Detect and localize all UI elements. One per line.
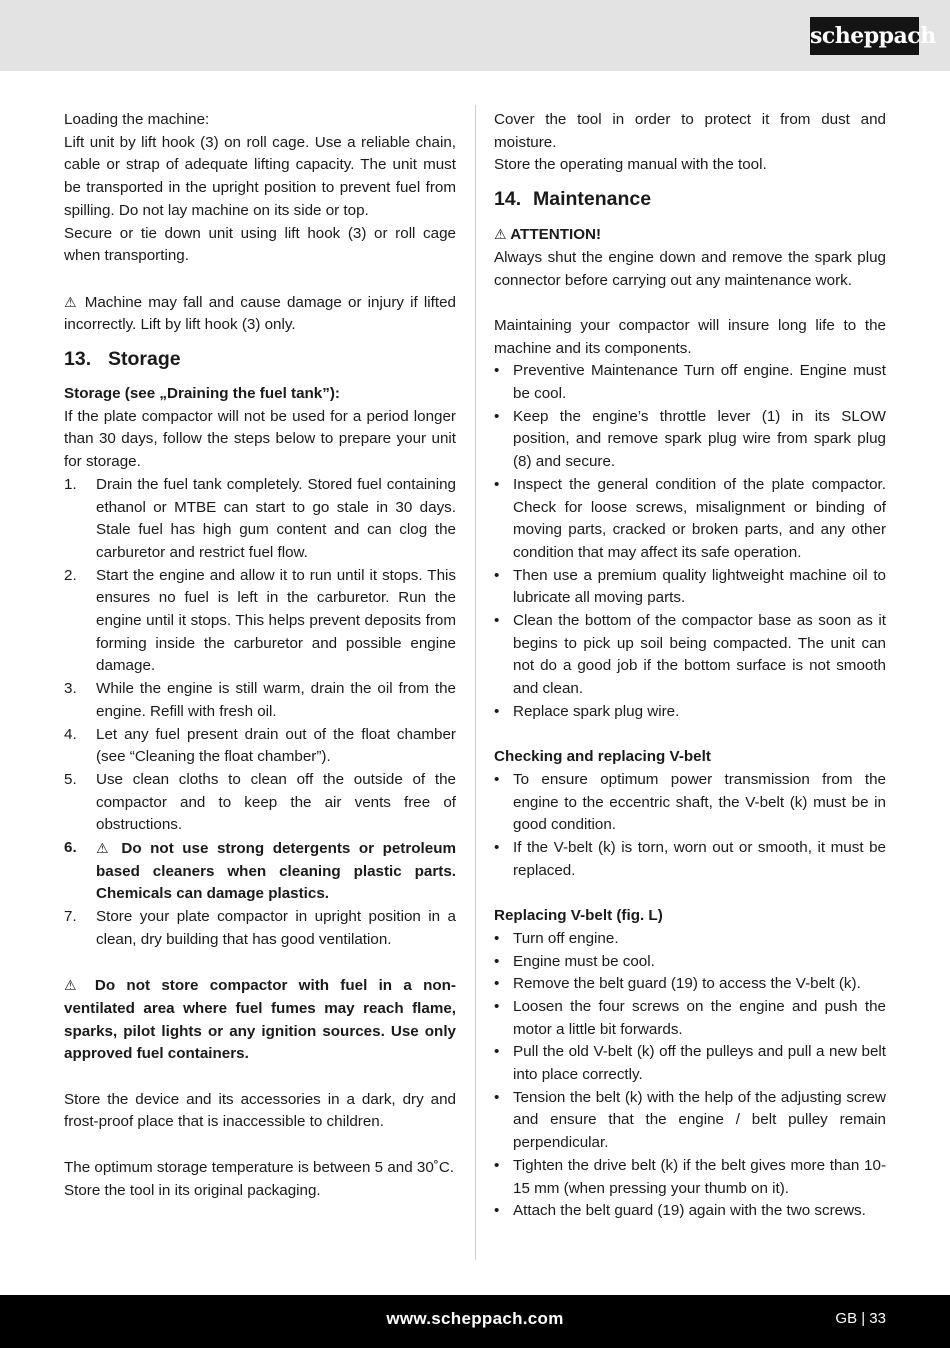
lift-warning bbox=[64, 291, 456, 337]
list-item: • If the V-belt (k) is torn, worn out or smooth, it must be replaced. bbox=[494, 837, 886, 882]
list-item: • Replace spark plug wire. bbox=[494, 701, 886, 724]
storage-heading bbox=[64, 337, 456, 383]
maintenance-section-number: 14. bbox=[494, 188, 522, 211]
lift-warning-text: Machine may fall and cause damage or injury if lifted incorrectly. Lift by lift hook (3) only. bbox=[64, 293, 456, 334]
securing-text: Secure or tie down unit using lift hook (3) or roll cage when transporting. bbox=[64, 224, 456, 265]
attention-text-label: ATTENTION! bbox=[510, 226, 602, 244]
list-item: • Then use a premium quality lightweight machine oil to lubricate all moving parts. bbox=[494, 565, 886, 610]
list-item: • Turn off engine. bbox=[494, 928, 886, 951]
cover-text: Cover the tool in order to protect it from dust and moisture. bbox=[494, 111, 886, 151]
list-item: • Remove the belt guard (19) to access the V-belt (k). bbox=[494, 973, 886, 996]
list-item: • Preventive Maintenance Turn off engine. Engine must be cool. bbox=[494, 360, 886, 405]
maintenance-heading bbox=[494, 177, 886, 223]
list-item: • Loosen the four screws on the engine and push the motor a little bit forwards. bbox=[494, 996, 886, 1041]
storage-step: 2. Start the engine and allow it to run until it stops. This ensures no fuel is left in the carburetor. Run the engine until it stops. This helps prevent deposits from forming inside the carburetor and possible engine damage. bbox=[64, 566, 456, 675]
warning-icon: ⚠ bbox=[96, 840, 113, 857]
storage-intro: If the plate compactor will not be used for a period longer than 30 days, follow the steps below to prepare your unit for storage. bbox=[64, 407, 456, 471]
attention-text: Always shut the engine down and remove the spark plug connector before carrying out any maintenance work. bbox=[494, 248, 886, 289]
page-footer bbox=[0, 1295, 950, 1348]
warning-icon: ⚠ bbox=[64, 293, 79, 310]
storage-step: 3. While the engine is still warm, drain the oil from the engine. Refill with fresh oil. bbox=[64, 680, 456, 720]
left-column bbox=[64, 109, 456, 1202]
website-link[interactable]: www.scheppach.com bbox=[386, 1309, 564, 1328]
list-item: • Attach the belt guard (19) again with the two screws. bbox=[494, 1200, 886, 1223]
storage-temp-text: The optimum storage temperature is between 5 and 30˚C. bbox=[64, 1158, 455, 1176]
storage-subheading: Storage (see „Draining the fuel tank”): bbox=[64, 385, 340, 403]
fuel-storage-warning bbox=[64, 974, 456, 1066]
loading-heading: Loading the machine: bbox=[64, 111, 210, 128]
right-column bbox=[494, 109, 886, 1223]
list-item: • Clean the bottom of the compactor base as soon as it begins to pick up soil being compacted. The unit can not do a good job if the bottom surface is not smooth and clean. bbox=[494, 610, 886, 701]
list-item: • To ensure optimum power transmission from the engine to the eccentric shaft, the V-belt (k) must be in good condition. bbox=[494, 769, 886, 837]
list-item: • Inspect the general condition of the plate compactor. Check for loose screws, misalignment or binding of moving parts, cracked or broken parts, and any other condition that may affect its safe operation. bbox=[494, 474, 886, 565]
list-item: • Pull the old V-belt (k) off the pulleys and pull a new belt into place correctly. bbox=[494, 1041, 886, 1086]
vbelt-check-heading: Checking and replacing V-belt bbox=[494, 748, 711, 766]
loading-text: Lift unit by lift hook (3) on roll cage. Use a reliable chain, cable or strap of adequate lifting capacity. The unit must be transported in the upright position to prevent fuel from spilling. Do not lay machine on its side or top. bbox=[64, 133, 456, 219]
brand-logo: scheppach bbox=[810, 17, 919, 55]
vbelt-replace-heading: Replacing V-belt (fig. L) bbox=[494, 907, 663, 925]
list-item: • Keep the engine’s throttle lever (1) in its SLOW position, and remove spark plug wire from spark plug (8) and secure. bbox=[494, 406, 886, 474]
list-item: • Tension the belt (k) with the help of the adjusting screw and ensure that the engine / belt pulley remain perpendicular. bbox=[494, 1087, 886, 1155]
attention-label bbox=[494, 223, 886, 247]
maintenance-section-title: Maintenance bbox=[533, 188, 652, 211]
warning-icon: ⚠ bbox=[494, 226, 507, 243]
storage-section-title: Storage bbox=[108, 348, 181, 371]
storage-packaging-text: Store the tool in its original packaging. bbox=[64, 1181, 321, 1199]
page-header bbox=[0, 0, 950, 71]
storage-place-text: Store the device and its accessories in a dark, dry and frost-proof place that is inaccessible to children. bbox=[64, 1090, 456, 1131]
page-number: GB | 33 bbox=[835, 1310, 886, 1327]
manual-text: Store the operating manual with the tool. bbox=[494, 156, 767, 174]
list-item: • Tighten the drive belt (k) if the belt gives more than 10-15 mm (when pressing your thumb on it). bbox=[494, 1155, 886, 1200]
storage-step-warning: 6. ⚠ Do not use strong detergents or petroleum based cleaners when cleaning plastic parts. Chemicals can damage plastics. bbox=[64, 839, 456, 903]
storage-steps bbox=[64, 474, 456, 952]
storage-step: 5. Use clean cloths to clean off the outside of the compactor and to keep the air vents free of obstructions. bbox=[64, 770, 456, 834]
storage-step: 4. Let any fuel present drain out of the float chamber (see “Cleaning the float chamber”). bbox=[64, 725, 456, 766]
storage-step: 1. Drain the fuel tank completely. Stored fuel containing ethanol or MTBE can start to go stale in 30 days. Stale fuel has high gum content and can clog the carburetor and restrict fuel flow. bbox=[64, 475, 456, 561]
vbelt-check-list bbox=[494, 769, 886, 883]
warning-icon: ⚠ bbox=[64, 977, 84, 994]
storage-section-number: 13. bbox=[64, 348, 92, 371]
maintenance-intro: Maintaining your compactor will insure long life to the machine and its components. bbox=[494, 316, 886, 357]
storage-step: 7. Store your plate compactor in upright position in a clean, dry building that has good ventilation. bbox=[64, 908, 456, 948]
column-divider bbox=[475, 105, 476, 1260]
fuel-storage-warning-text: Do not store compactor with fuel in a non-ventilated area where fuel fumes may reach flame, sparks, pilot lights or any ignition sources. Use only approved fuel containers. bbox=[64, 977, 456, 1063]
maintenance-list bbox=[494, 360, 886, 723]
list-item: • Engine must be cool. bbox=[494, 951, 886, 974]
vbelt-replace-list bbox=[494, 928, 886, 1223]
